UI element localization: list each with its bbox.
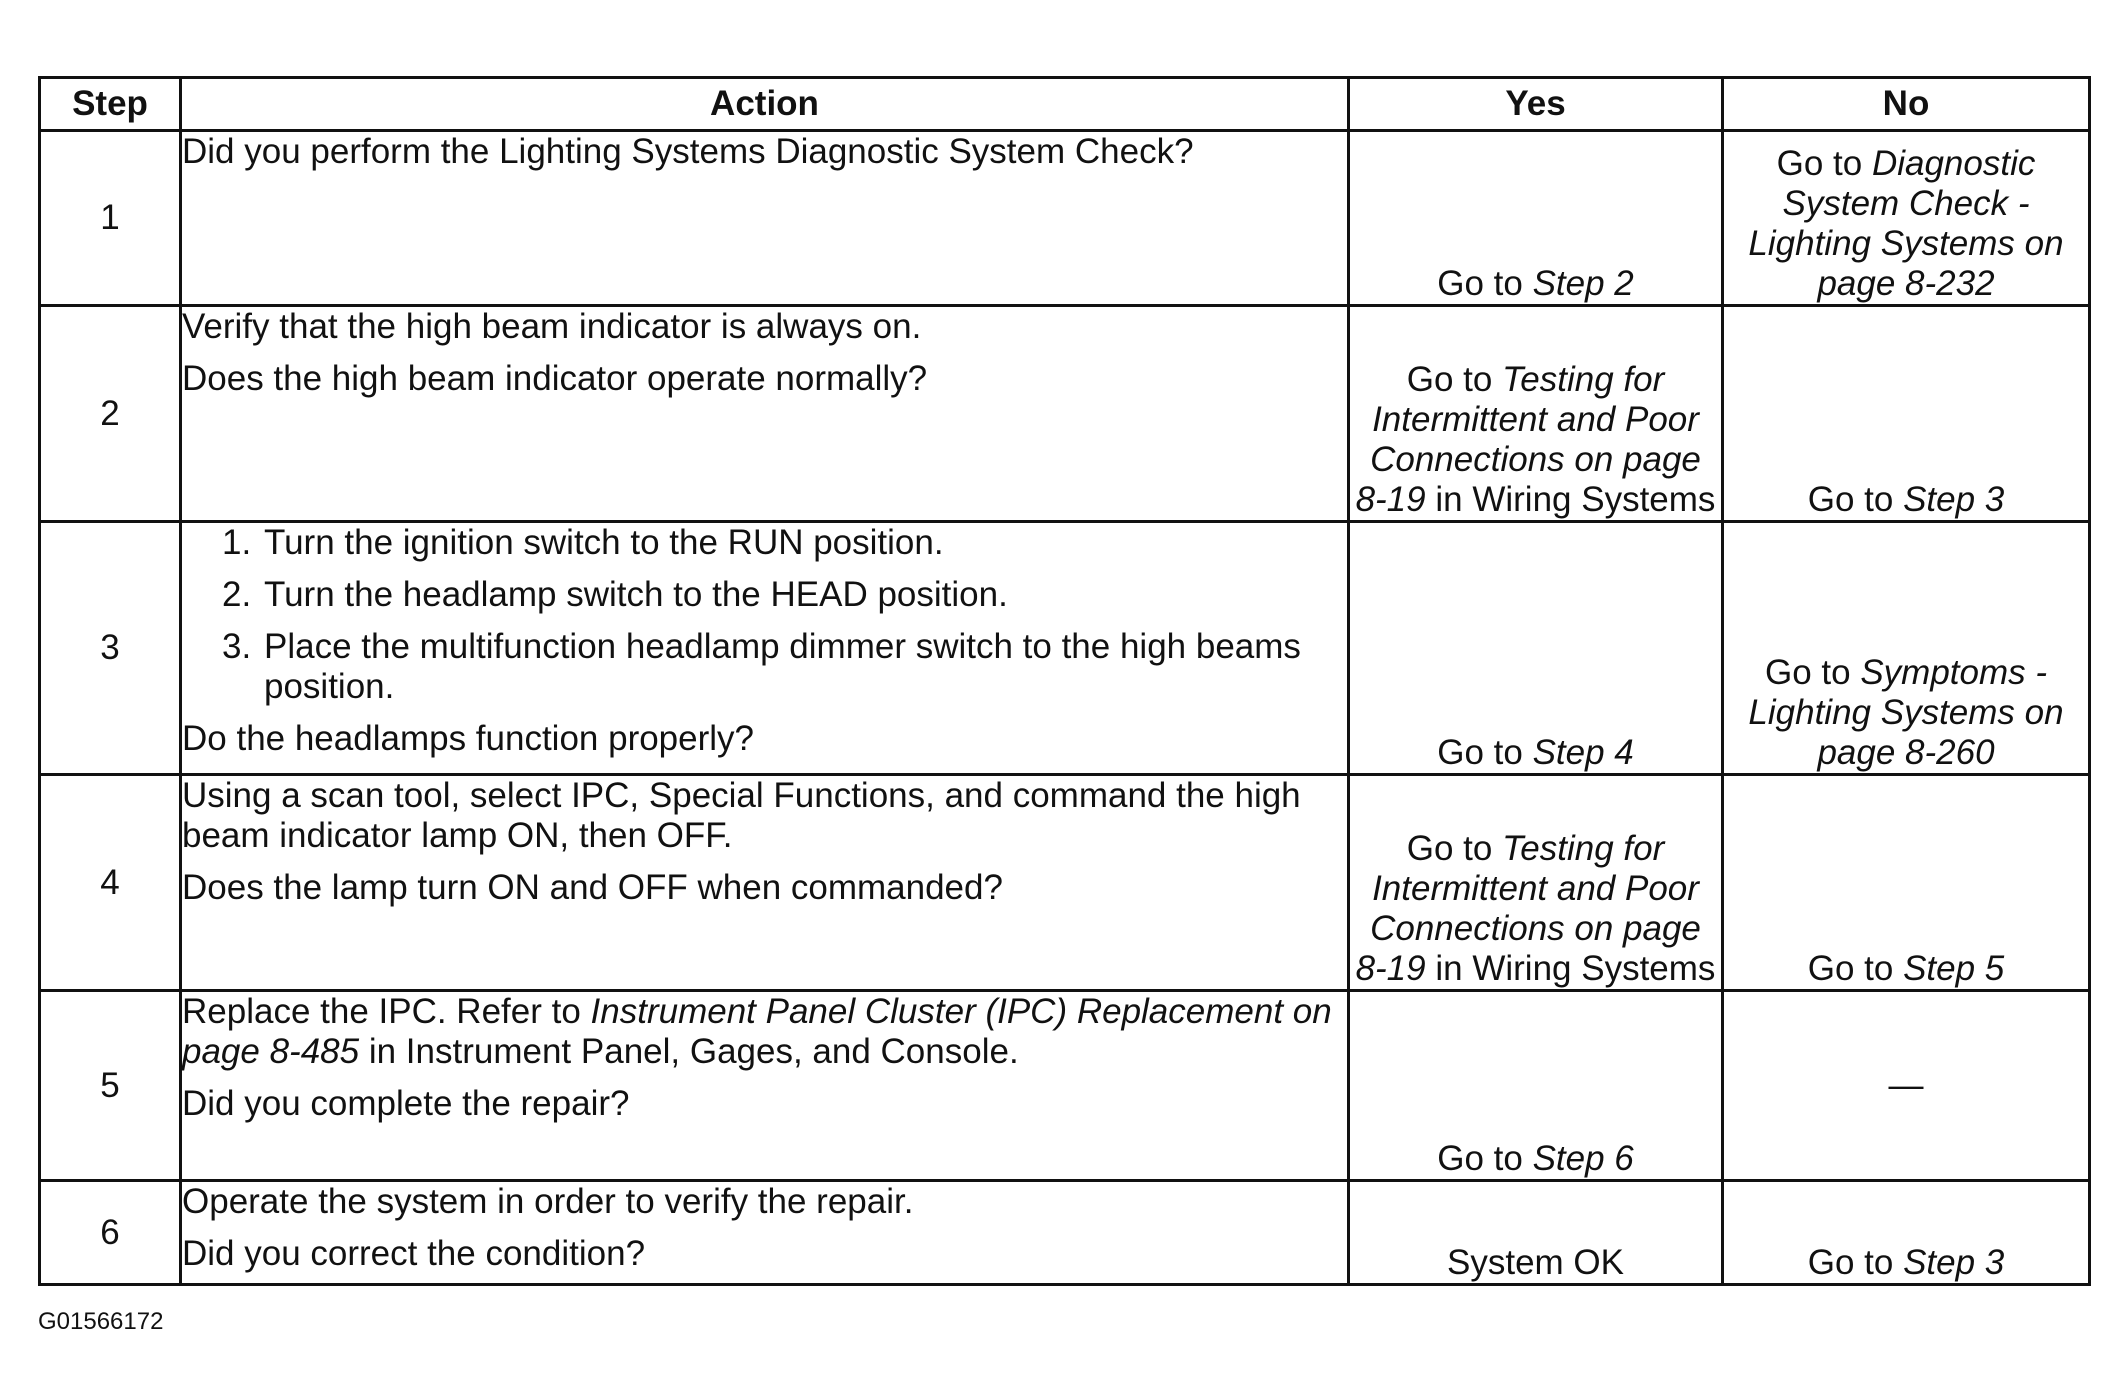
yes-prefix: Go to <box>1406 360 1493 399</box>
yes-reference-link[interactable]: Testing for Intermittent and Poor Connections on page 8-19 <box>1355 829 1701 988</box>
yes-result: System OK <box>1447 1243 1624 1282</box>
header-step: Step <box>40 78 181 131</box>
yes-prefix: Go to <box>1437 733 1523 772</box>
yes-cell <box>1349 775 1723 991</box>
instruction-text: Replace the IPC. Refer to <box>182 992 581 1031</box>
yes-cell <box>1349 306 1723 522</box>
no-step-link[interactable]: Step 3 <box>1903 1243 2005 1282</box>
step-number: 2 <box>40 306 181 522</box>
action-instruction: Using a scan tool, select IPC, Special Functions, and command the high beam indicator lamp ON, then OFF. <box>182 776 1301 855</box>
diagnostic-table <box>38 76 2091 1286</box>
no-step-link[interactable]: Step 3 <box>1903 480 2005 519</box>
step-number: 1 <box>40 131 181 306</box>
no-cell <box>1723 306 2090 522</box>
action-question: Does the lamp turn ON and OFF when commanded? <box>182 868 1003 907</box>
substep-number: 2. <box>222 575 252 614</box>
substep <box>222 627 1347 707</box>
yes-step-link[interactable]: Step 4 <box>1532 733 1634 772</box>
table-row <box>40 306 2090 522</box>
yes-cell <box>1349 991 1723 1181</box>
table-row <box>40 1181 2090 1285</box>
yes-cell <box>1349 522 1723 775</box>
no-prefix: Go to <box>1776 144 1863 183</box>
step-number: 3 <box>40 522 181 775</box>
yes-prefix: Go to <box>1437 264 1523 303</box>
substep <box>222 523 1347 563</box>
instruction-reference-link[interactable]: Instrument Panel Cluster (IPC) Replacement on page 8-485 <box>182 992 1332 1071</box>
instruction-text: in Instrument Panel, Gages, and Console. <box>368 1032 1019 1071</box>
table-row <box>40 522 2090 775</box>
no-prefix: Go to <box>1764 653 1851 692</box>
header-yes: Yes <box>1349 78 1723 131</box>
yes-cell <box>1349 131 1723 306</box>
header-action: Action <box>181 78 1349 131</box>
no-step-link[interactable]: Step 5 <box>1903 949 2005 988</box>
table-row <box>40 131 2090 306</box>
action-cell <box>181 775 1349 991</box>
header-no: No <box>1723 78 2090 131</box>
no-prefix: Go to <box>1807 949 1894 988</box>
action-question: Did you correct the condition? <box>182 1234 646 1273</box>
yes-step-link[interactable]: Step 2 <box>1532 264 1634 303</box>
no-reference-link[interactable]: Diagnostic System Check - Lighting Systems on page 8-232 <box>1748 144 2064 303</box>
substep-number: 3. <box>222 627 252 666</box>
yes-suffix: in Wiring Systems <box>1435 480 1716 519</box>
substep-text: Turn the ignition switch to the RUN position. <box>264 523 944 562</box>
yes-cell <box>1349 1181 1723 1285</box>
substep-text: Place the multifunction headlamp dimmer switch to the high beams position. <box>264 627 1301 706</box>
substep-text: Turn the headlamp switch to the HEAD position. <box>264 575 1008 614</box>
action-instruction: Verify that the high beam indicator is always on. <box>182 307 922 346</box>
action-instruction <box>182 992 1347 1072</box>
action-question: Did you perform the Lighting Systems Diagnostic System Check? <box>182 132 1194 171</box>
no-cell <box>1723 522 2090 775</box>
no-cell <box>1723 1181 2090 1285</box>
step-number: 6 <box>40 1181 181 1285</box>
action-question: Does the high beam indicator operate normally? <box>182 359 928 398</box>
action-question: Do the headlamps function properly? <box>182 719 755 758</box>
action-cell <box>181 522 1349 775</box>
no-cell <box>1723 991 2090 1181</box>
no-cell <box>1723 131 2090 306</box>
substep-number: 1. <box>222 523 252 562</box>
yes-step-link[interactable]: Step 6 <box>1532 1139 1634 1178</box>
action-cell <box>181 1181 1349 1285</box>
action-cell <box>181 306 1349 522</box>
no-prefix: Go to <box>1807 1243 1894 1282</box>
action-cell <box>181 991 1349 1181</box>
yes-suffix: in Wiring Systems <box>1435 949 1716 988</box>
yes-prefix: Go to <box>1406 829 1493 868</box>
substep <box>222 575 1347 615</box>
action-cell <box>181 131 1349 306</box>
no-dash: — <box>1888 1065 1924 1105</box>
yes-prefix: Go to <box>1437 1139 1523 1178</box>
no-cell <box>1723 775 2090 991</box>
figure-id: G01566172 <box>38 1308 164 1335</box>
header-row <box>40 78 2090 131</box>
step-number: 4 <box>40 775 181 991</box>
yes-reference-link[interactable]: Testing for Intermittent and Poor Connections on page 8-19 <box>1355 360 1701 519</box>
no-reference-link[interactable]: Symptoms - Lighting Systems on page 8-260 <box>1748 653 2064 772</box>
step-number: 5 <box>40 991 181 1181</box>
no-prefix: Go to <box>1807 480 1894 519</box>
table-row <box>40 775 2090 991</box>
action-instruction: Operate the system in order to verify the repair. <box>182 1182 914 1221</box>
action-question: Did you complete the repair? <box>182 1084 630 1123</box>
table-row <box>40 991 2090 1181</box>
